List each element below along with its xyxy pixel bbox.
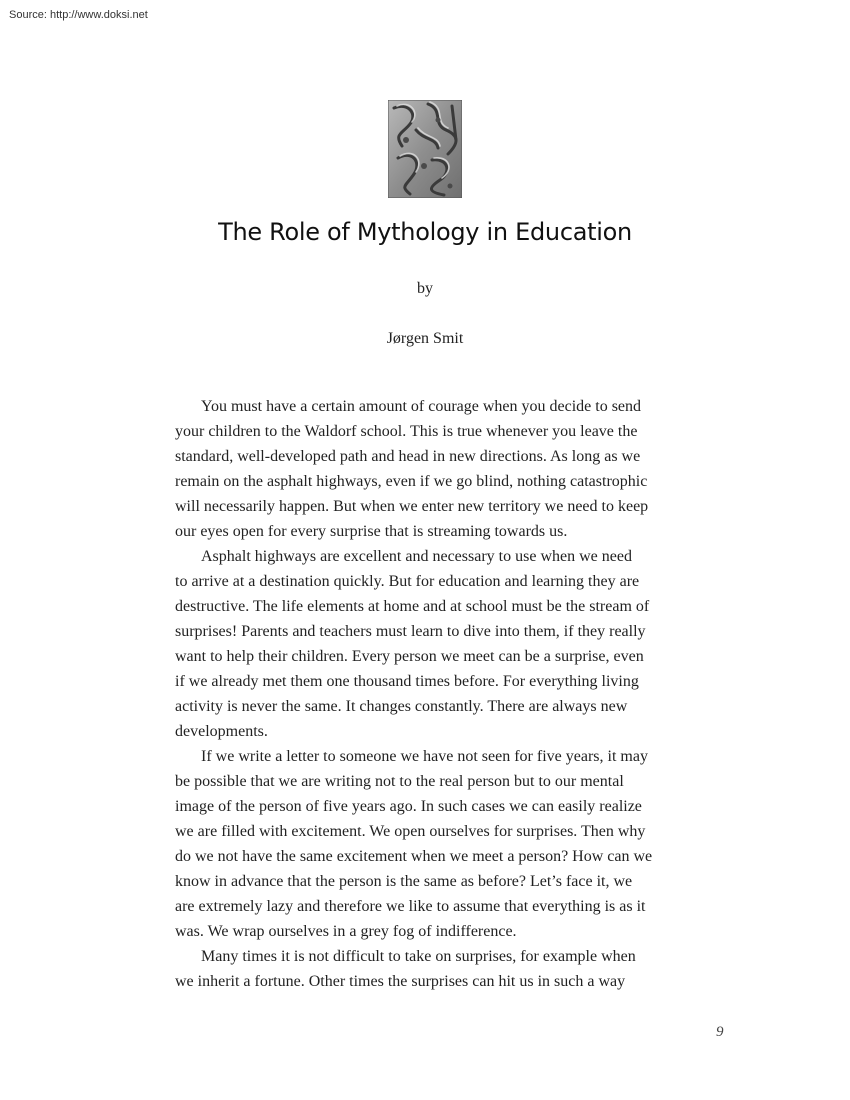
text-line: developments. [175,723,268,740]
author-name: Jørgen Smit [386,330,464,347]
article-body [175,394,680,994]
text-line: our eyes open for every surprise that is streaming towards us. [175,523,568,540]
text-line: be possible that we are writing not to the real person but to our mental [175,773,624,790]
text-line: your children to the Waldorf school. This is true whenever you leave the [175,423,638,440]
text-line: if we already met them one thousand times before. For everything living [175,673,639,690]
text-line: Many times it is not difficult to take on surprises, for example when [201,948,636,965]
paragraph [175,944,680,994]
text-line: to arrive at a destination quickly. But for education and learning they are [175,573,640,590]
text-line: destructive. The life elements at home and at school must be the stream of [175,598,650,615]
text-line: know in advance that the person is the same as before? Let’s face it, we [175,873,633,890]
text-line: remain on the asphalt highways, even if we go blind, nothing catastrophic [175,473,648,490]
text-line: do we not have the same excitement when we meet a person? How can we [175,848,653,865]
paragraph [175,744,680,944]
page-number: 9 [716,1024,724,1040]
text-line: are extremely lazy and therefore we like to assume that everything is as it [175,898,646,915]
article-title: The Role of Mythology in Education [218,218,632,246]
text-line: image of the person of five years ago. In such cases we can easily realize [175,798,642,815]
byline-by: by [417,280,433,297]
text-line: will necessarily happen. But when we enter new territory we need to keep [175,498,649,515]
text-line: want to help their children. Every person we meet can be a surprise, even [175,648,644,665]
text-line: You must have a certain amount of courage when you decide to send [201,398,642,415]
text-line: Asphalt highways are excellent and necessary to use when we need [201,548,632,565]
carved-ornament-image [388,100,462,198]
text-line: activity is never the same. It changes constantly. There are always new [175,698,628,715]
paragraph [175,394,680,544]
text-line: surprises! Parents and teachers must learn to dive into them, if they really [175,623,646,640]
text-line: standard, well-developed path and head in new directions. As long as we [175,448,641,465]
text-line: was. We wrap ourselves in a grey fog of indifference. [175,923,517,940]
text-line: we are filled with excitement. We open ourselves for surprises. Then why [175,823,646,840]
paragraph [175,544,680,744]
text-line: we inherit a fortune. Other times the surprises can hit us in such a way [175,973,626,990]
text-line: If we write a letter to someone we have not seen for five years, it may [201,748,648,765]
source-label: Source: http://www.doksi.net [9,9,148,21]
